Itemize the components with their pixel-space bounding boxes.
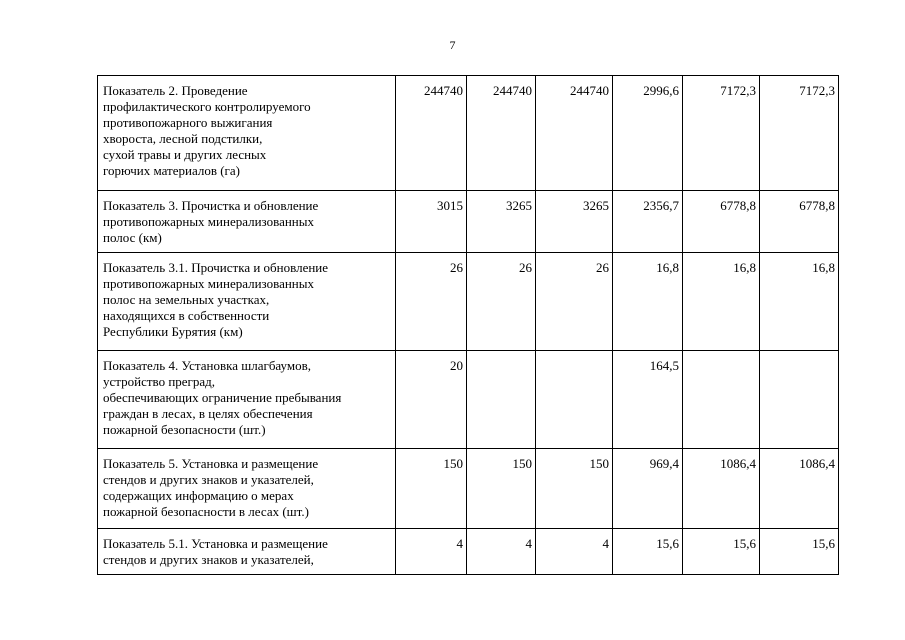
value-cell: 26 [467, 253, 536, 351]
value-cell: 7172,3 [683, 76, 760, 191]
value-cell: 150 [467, 449, 536, 529]
value-cell: 4 [467, 529, 536, 575]
value-cell: 16,8 [760, 253, 839, 351]
indicator-label: Показатель 4. Установка шлагбаумов, устройство преград, обеспечивающих ограничение пребывания граждан в лесах, в целях обеспечения пожарной безопасности (шт.) [98, 351, 396, 449]
indicator-label: Показатель 2. Проведение профилактического контролируемого противопожарного выжигания хвороста, лесной подстилки, сухой травы и других лесных горючих материалов (га) [98, 76, 396, 191]
indicator-label: Показатель 3.1. Прочистка и обновление противопожарных минерализованных полос на земельных участках, находящихся в собственности Республики Бурятия (км) [98, 253, 396, 351]
value-cell: 6778,8 [683, 191, 760, 253]
value-cell: 16,8 [683, 253, 760, 351]
value-cell [683, 351, 760, 449]
value-cell: 4 [536, 529, 613, 575]
value-cell: 4 [396, 529, 467, 575]
value-cell: 1086,4 [760, 449, 839, 529]
value-cell [536, 351, 613, 449]
value-cell: 244740 [467, 76, 536, 191]
value-cell: 3265 [536, 191, 613, 253]
value-cell: 6778,8 [760, 191, 839, 253]
value-cell: 969,4 [613, 449, 683, 529]
indicator-label: Показатель 5.1. Установка и размещение стендов и других знаков и указателей, [98, 529, 396, 575]
table-row [98, 253, 839, 351]
value-cell: 3265 [467, 191, 536, 253]
indicators-table [97, 75, 839, 575]
value-cell: 150 [396, 449, 467, 529]
table-row [98, 449, 839, 529]
value-cell [467, 351, 536, 449]
value-cell: 1086,4 [683, 449, 760, 529]
value-cell: 7172,3 [760, 76, 839, 191]
table-row [98, 191, 839, 253]
indicator-label: Показатель 5. Установка и размещение стендов и других знаков и указателей, содержащих информацию о мерах пожарной безопасности в лесах (шт.) [98, 449, 396, 529]
value-cell: 20 [396, 351, 467, 449]
value-cell: 15,6 [760, 529, 839, 575]
table-row [98, 529, 839, 575]
value-cell: 2996,6 [613, 76, 683, 191]
value-cell [760, 351, 839, 449]
indicator-label: Показатель 3. Прочистка и обновление противопожарных минерализованных полос (км) [98, 191, 396, 253]
value-cell: 244740 [536, 76, 613, 191]
value-cell: 26 [536, 253, 613, 351]
value-cell: 150 [536, 449, 613, 529]
page-number: 7 [449, 38, 456, 52]
value-cell: 15,6 [683, 529, 760, 575]
table-row [98, 76, 839, 191]
value-cell: 16,8 [613, 253, 683, 351]
value-cell: 2356,7 [613, 191, 683, 253]
value-cell: 26 [396, 253, 467, 351]
value-cell: 3015 [396, 191, 467, 253]
table-row [98, 351, 839, 449]
value-cell: 164,5 [613, 351, 683, 449]
value-cell: 244740 [396, 76, 467, 191]
value-cell: 15,6 [613, 529, 683, 575]
